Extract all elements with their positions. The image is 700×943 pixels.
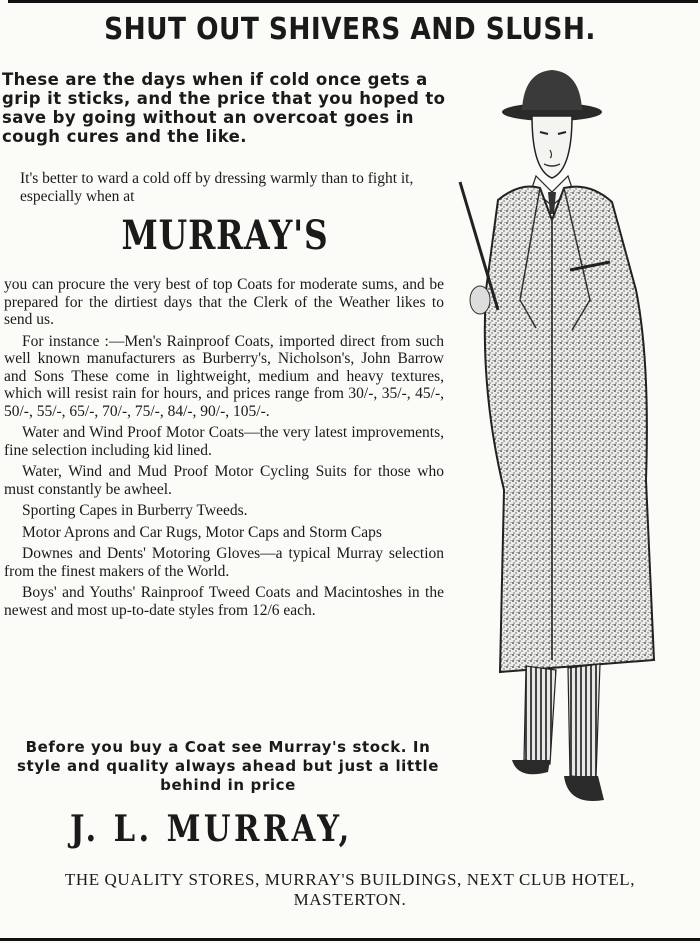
man-in-overcoat-illustration (440, 60, 690, 830)
closing-paragraph: Before you buy a Coat see Murray's stock. In style and quality always ahead but just a little behind in price (17, 738, 439, 794)
body-paragraph: Sporting Capes in Burberry Tweeds. (22, 502, 248, 519)
address (0, 870, 700, 910)
body-paragraph: Water and Wind Proof Motor Coats—the very latest improvements, fine selection including kid lined. (4, 424, 444, 459)
headline: SHUT OUT SHIVERS AND SLUSH. (104, 12, 596, 47)
body-text (4, 276, 444, 623)
body-paragraph: you can procure the very best of top Coats for moderate sums, and be prepared for the dirtiest days that the Clerk of the Weather likes to send us. (4, 276, 444, 328)
body-paragraph: Downes and Dents' Motoring Gloves—a typical Murray selection from the finest makers of the World. (4, 545, 444, 580)
overcoat (485, 187, 654, 673)
body-paragraph: Water, Wind and Mud Proof Motor Cycling Suits for those who must constantly be awheel. (4, 463, 444, 498)
shoe-right (564, 776, 604, 801)
hat-crown (522, 70, 582, 110)
trousers (524, 666, 556, 764)
better-paragraph: It's better to ward a cold off by dressing warmly than to fight it, especially when at (20, 170, 414, 205)
shoe-left (512, 760, 550, 774)
bottom-rule (0, 938, 700, 941)
address-line-2: MASTERTON. (293, 890, 407, 909)
body-paragraph: For instance :—Men's Rainproof Coats, imported direct from such well known manufacturers as Burberry's, Nicholson's, John Barrow and Sons These come in lightweight, medium and heavy textures, which will resist rain for hours, and prices range from 30/-, 35/-, 45/-, 50/-, 55/-, 65/-, 70/-, 75/-, 84/-, 90/-, 105/-. (4, 332, 444, 420)
top-rule (8, 0, 698, 3)
body-paragraph: Boys' and Youths' Rainproof Tweed Coats and Macintoshes in the newest and most up-to-date styles from 12/6 each. (4, 584, 444, 619)
signature: J. L. MURRAY, (70, 808, 353, 850)
head (532, 116, 572, 178)
body-paragraph: Motor Aprons and Car Rugs, Motor Caps and Storm Caps (22, 523, 382, 541)
intro-paragraph: These are the days when if cold once gets a grip it sticks, and the price that you hoped to save by going without an overcoat goes in cough cures and the like. (2, 70, 446, 146)
address-line-1: THE QUALITY STORES, MURRAY'S BUILDINGS, NEXT CLUB HOTEL, (64, 870, 636, 889)
brand-name: MURRAY'S (121, 212, 329, 259)
